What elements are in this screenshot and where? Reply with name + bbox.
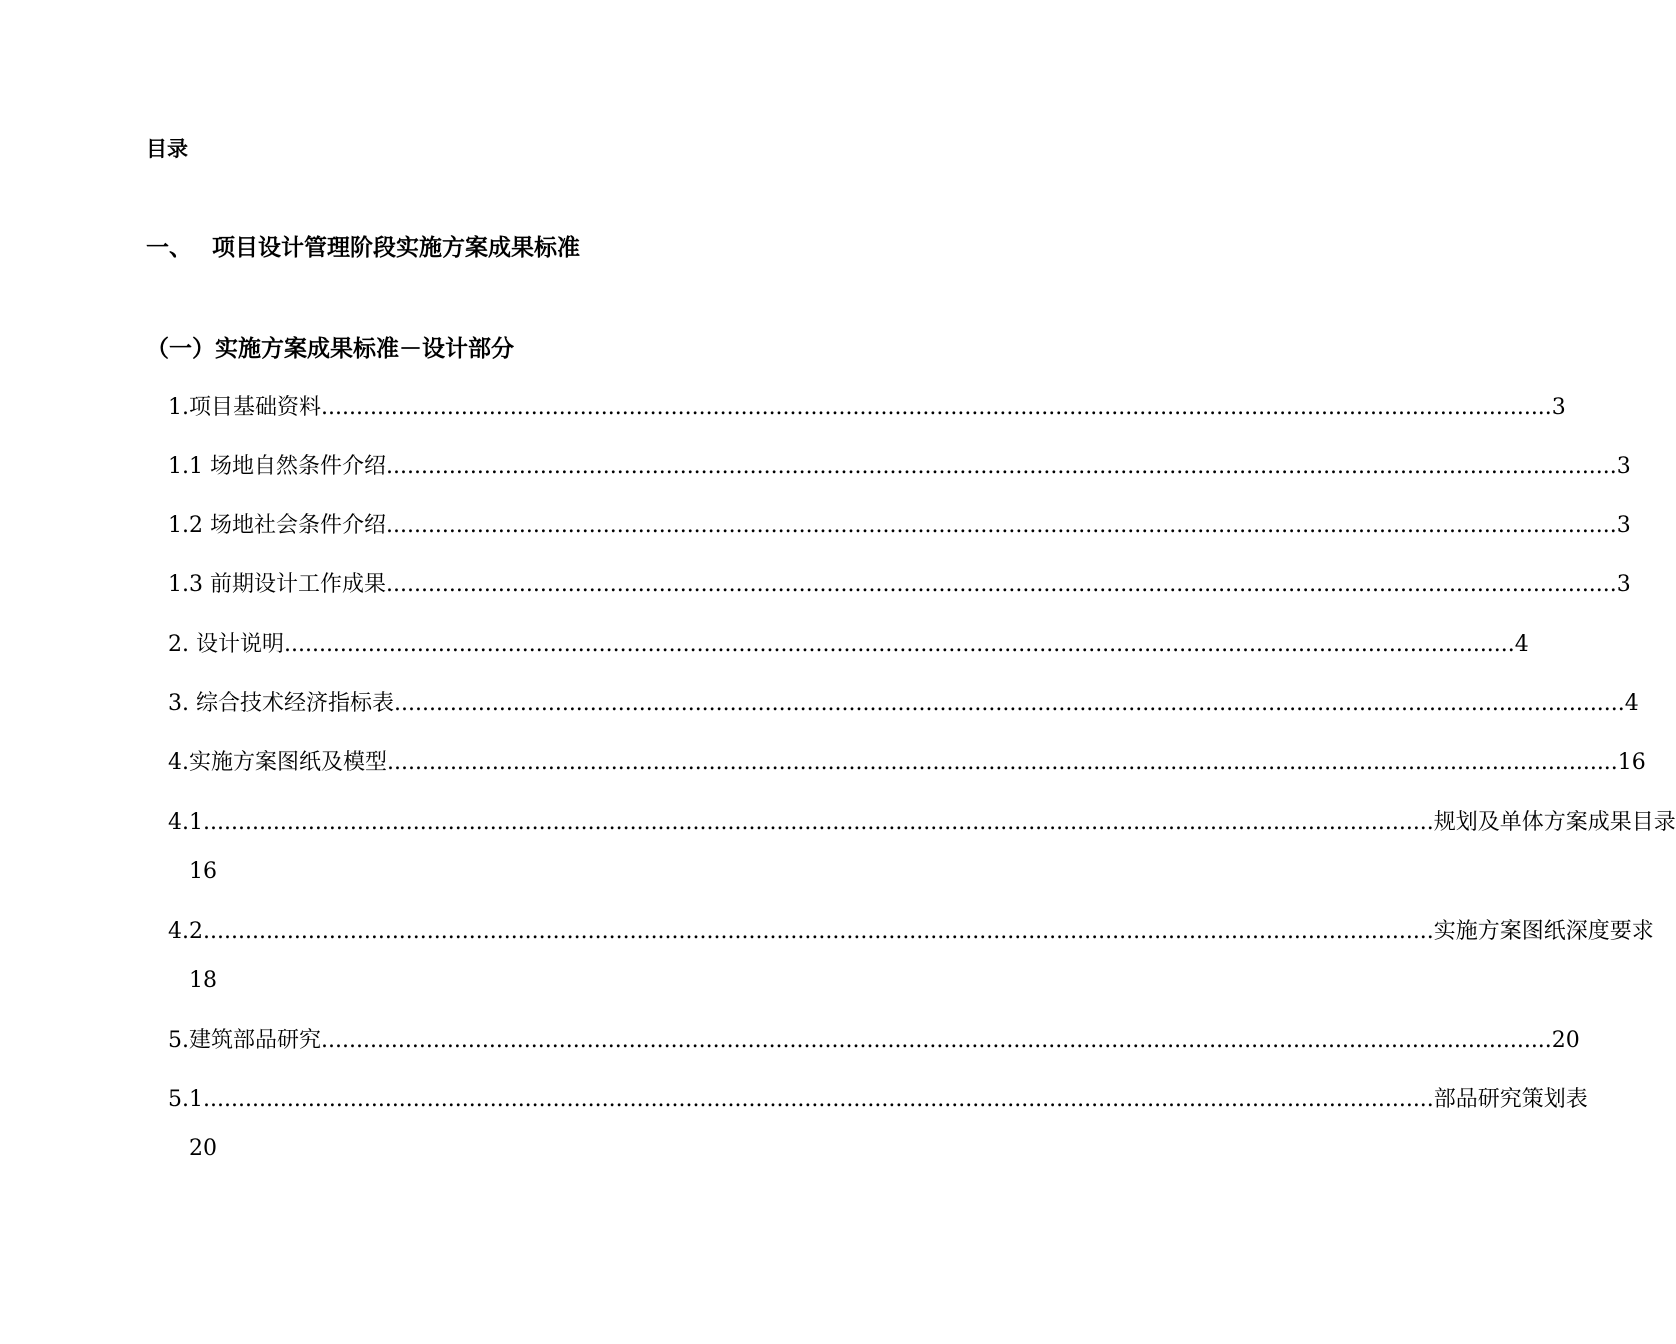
- toc-entry-label: 1.3 前期设计工作成果: [168, 572, 386, 597]
- dot-leader: ................................................................................................................................................................................: [203, 919, 1434, 944]
- toc-entry[interactable]: [168, 570, 1631, 600]
- toc-entry-page: 20: [189, 1136, 217, 1161]
- toc-entry-label: 4.1: [168, 810, 203, 835]
- toc-entry[interactable]: [168, 511, 1631, 541]
- toc-entry-label: 5.建筑部品研究: [168, 1028, 321, 1053]
- dot-leader: ................................................................................................................................................................................: [385, 572, 1617, 597]
- toc-entry[interactable]: [168, 689, 1639, 719]
- toc-entry-label: 5.1: [168, 1087, 203, 1112]
- dot-leader: ................................................................................................................................................................................: [385, 513, 1617, 538]
- chapter-heading: [146, 232, 580, 264]
- toc-entry-label: 1.1 场地自然条件介绍: [168, 454, 386, 479]
- toc-entry-page: 3: [1616, 572, 1631, 597]
- toc-entry[interactable]: [168, 808, 1676, 888]
- toc-entry-page: 4: [1514, 632, 1529, 657]
- toc-entry-text: 实施方案图纸深度要求: [1433, 919, 1654, 944]
- toc-entry-label: 1.2 场地社会条件介绍: [168, 513, 386, 538]
- toc-entry[interactable]: [168, 393, 1566, 423]
- toc-entry[interactable]: [168, 630, 1529, 660]
- toc-entry-page: 18: [189, 968, 217, 993]
- toc-entry-page: 3: [1616, 513, 1631, 538]
- toc-entry[interactable]: [168, 1026, 1580, 1056]
- toc-entry[interactable]: [168, 917, 1654, 997]
- dot-leader: ................................................................................................................................................................................: [203, 1087, 1434, 1112]
- dot-leader: ................................................................................................................................................................................: [321, 395, 1552, 420]
- toc-entry-label: 4.2: [168, 919, 203, 944]
- toc-entry-label: 3. 综合技术经济指标表: [168, 691, 394, 716]
- toc-entry-page: 3: [1551, 395, 1566, 420]
- dot-leader: ................................................................................................................................................................................: [385, 454, 1617, 479]
- toc-entry[interactable]: [168, 748, 1646, 778]
- toc-entry-text: 部品研究策划表: [1433, 1087, 1588, 1112]
- toc-entry-label: 2. 设计说明: [168, 632, 284, 657]
- toc-entry-label: 1.项目基础资料: [168, 395, 321, 420]
- chapter-number: 一、: [146, 235, 192, 261]
- toc-entry-page: 16: [189, 859, 217, 884]
- toc-title: 目录: [146, 137, 188, 161]
- dot-leader: ................................................................................................................................................................................: [387, 750, 1618, 775]
- section-heading: （一）实施方案成果标准－设计部分: [146, 336, 514, 362]
- toc-entry[interactable]: [168, 452, 1631, 482]
- toc-entry-page: 3: [1616, 454, 1631, 479]
- dot-leader: ................................................................................................................................................................................: [321, 1028, 1552, 1053]
- toc-entry-text: 规划及单体方案成果目录: [1433, 810, 1676, 835]
- chapter-title: 项目设计管理阶段实施方案成果标准: [212, 235, 580, 261]
- toc-entry[interactable]: [168, 1085, 1588, 1165]
- dot-leader: ................................................................................................................................................................................: [203, 810, 1434, 835]
- toc-entry-page: 20: [1551, 1028, 1580, 1053]
- toc-entry-page: 16: [1617, 750, 1646, 775]
- dot-leader: ................................................................................................................................................................................: [283, 632, 1515, 657]
- toc-entry-label: 4.实施方案图纸及模型: [168, 750, 387, 775]
- dot-leader: ................................................................................................................................................................................: [393, 691, 1625, 716]
- toc-entry-page: 4: [1624, 691, 1639, 716]
